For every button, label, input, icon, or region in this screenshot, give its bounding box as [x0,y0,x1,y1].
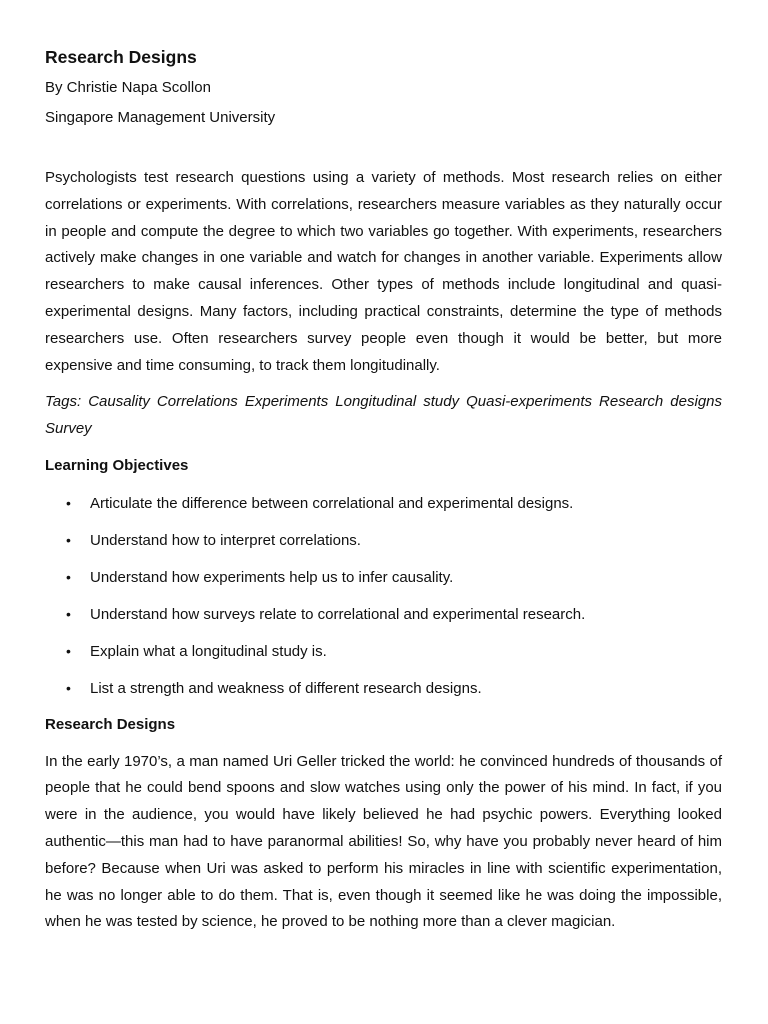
objective-text: Understand how surveys relate to correlational and experimental research. [90,605,586,623]
list-item [45,490,722,517]
objective-text: Articulate the difference between correlational and experimental designs. [90,494,574,512]
document-title: Research Designs [45,47,197,67]
author-affiliation: Singapore Management University [45,109,276,126]
list-item [45,601,722,628]
list-item [45,675,722,702]
bullet-icon: • [66,531,71,548]
objective-text: Explain what a longitudinal study is. [90,642,327,660]
bullet-icon: • [66,642,71,659]
document-page [45,44,722,936]
objective-text: Understand how experiments help us to infer causality. [90,568,454,586]
body-paragraph: In the early 1970’s, a man named Uri Geller tricked the world: he convinced hundreds of thousands of people that he could bend spoons and slow watches using only the power of his mind. In fact, if you were in the audience, you would have likely believed he had psychic powers. Everything looked authentic—this man had to have paranormal abilities! So, why have you probably never heard of him before? Because when Uri was asked to perform his miracles in line with scientific experimentation, he was no longer able to do them. That is, even though it seemed like he was doing the impossible, when he was tested by science, he proved to be nothing more than a clever magician. [45,752,722,931]
author-byline: By Christie Napa Scollon [45,79,211,96]
learning-objectives-heading: Learning Objectives [45,456,189,474]
list-item [45,638,722,665]
objective-text: Understand how to interpret correlations. [90,531,361,549]
abstract-paragraph: Psychologists test research questions using a variety of methods. Most research relies on either correlations or experiments. With correlations, researchers measure variables as they naturally occur in people and compute the degree to which two variables go together. With experiments, researchers actively make changes in one variable and watch for changes in another variable. Experiments allow researchers to make causal inferences. Other types of methods include longitudinal and quasi-experimental designs. Many factors, including practical constraints, determine the type of methods researchers use. Often researchers survey people even though it would be better, but more expensive and time consuming, to track them longitudinally. [45,169,722,374]
bullet-icon: • [66,605,71,622]
list-item [45,564,722,591]
research-designs-heading: Research Designs [45,715,176,733]
objective-text: List a strength and weakness of different research designs. [90,679,482,697]
bullet-icon: • [66,679,71,696]
list-item [45,527,722,554]
learning-objectives-list [45,490,722,702]
bullet-icon: • [66,568,71,585]
tags-line: Tags: Causality Correlations Experiments Longitudinal study Quasi-experiments Research designs Survey [45,393,722,438]
bullet-icon: • [66,494,71,511]
